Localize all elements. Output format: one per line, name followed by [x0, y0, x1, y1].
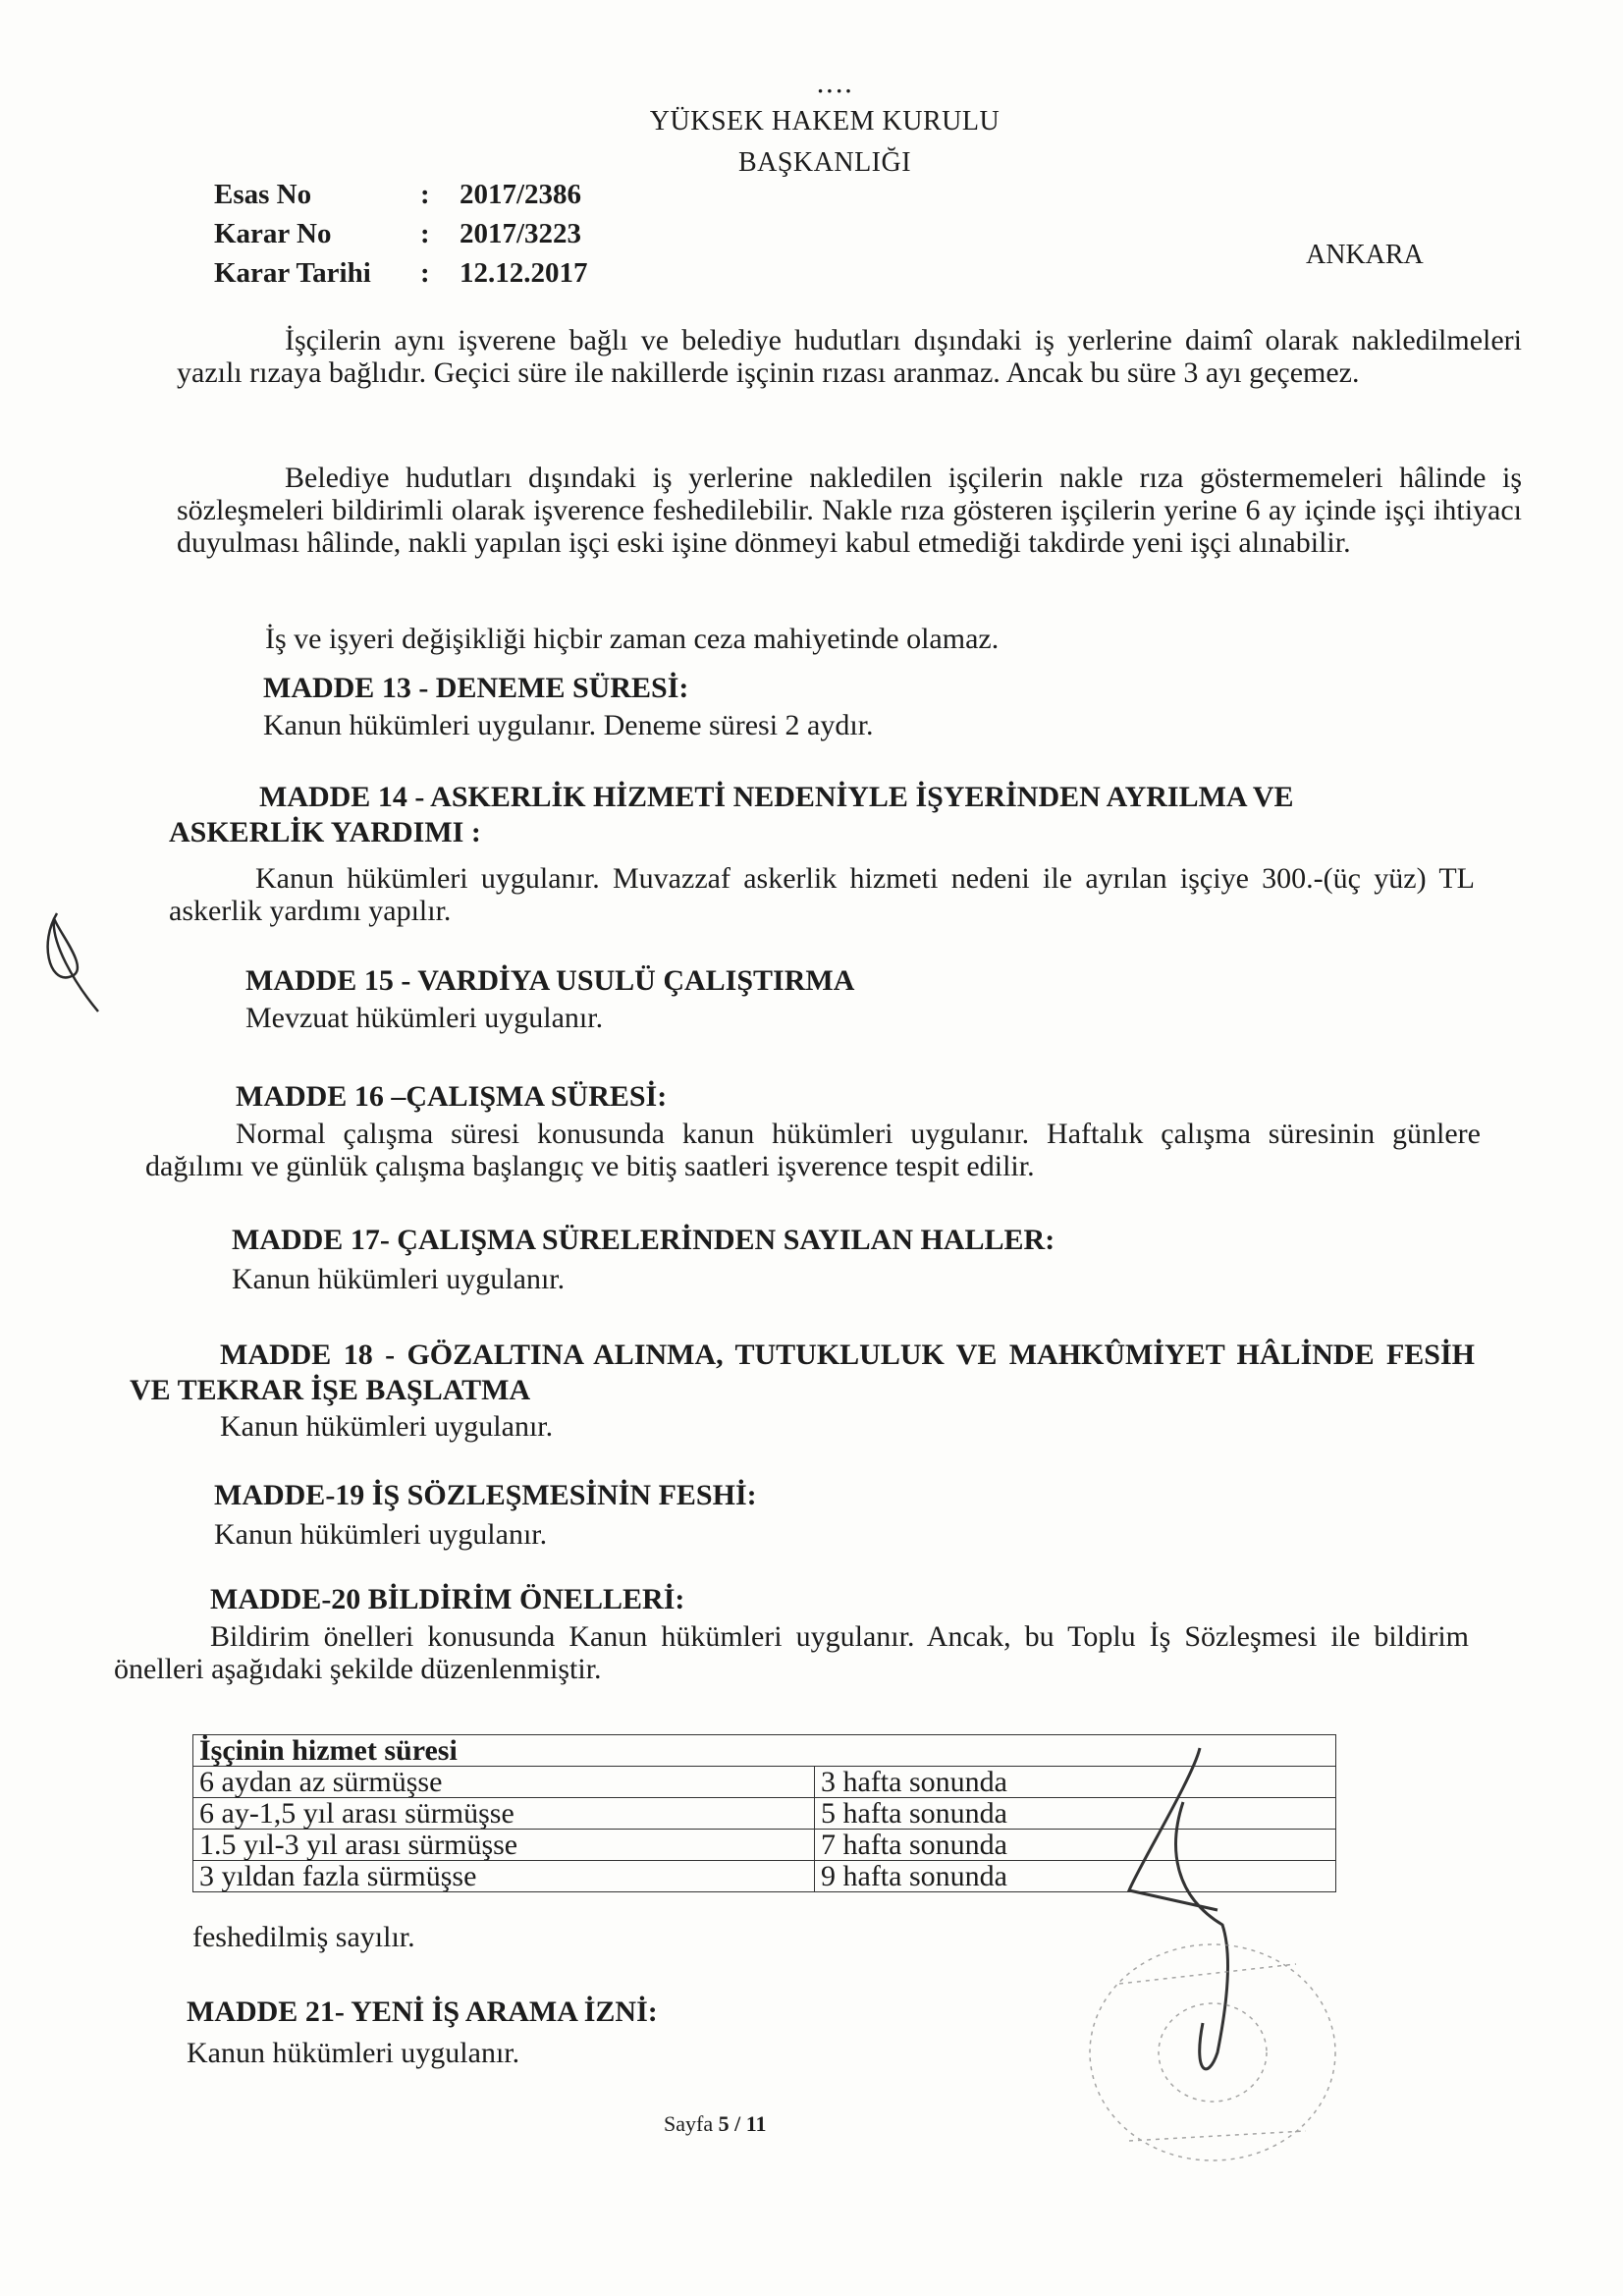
institution-name: YÜKSEK HAKEM KURULU: [649, 106, 1001, 137]
duration-cell: 6 aydan az sürmüşse: [193, 1767, 815, 1798]
city-label: ANKARA: [1306, 240, 1424, 270]
article-21-text: Kanun hükümleri uygulanır.: [187, 2037, 520, 2069]
meta-colon: :: [420, 218, 430, 249]
meta-label: Karar No: [214, 218, 332, 249]
institution-subtitle: BAŞKANLIĞI: [737, 147, 912, 178]
notice-cell: 5 hafta sonunda: [815, 1798, 1336, 1830]
article-13-heading: MADDE 13 - DENEME SÜRESİ:: [263, 672, 689, 704]
article-15-heading: MADDE 15 - VARDİYA USULÜ ÇALIŞTIRMA: [245, 964, 855, 997]
duration-cell: 1.5 yıl-3 yıl arası sürmüşse: [193, 1830, 815, 1861]
article-20-heading: MADDE-20 BİLDİRİM ÖNELLERİ:: [210, 1583, 685, 1615]
article-18-text: Kanun hükümleri uygulanır.: [220, 1410, 554, 1443]
meta-value: 2017/3223: [460, 218, 582, 249]
notice-period-table: [192, 1734, 1336, 1892]
article-13-text: Kanun hükümleri uygulanır. Deneme süresi 2 aydır.: [263, 709, 874, 741]
article-17-heading: MADDE 17- ÇALIŞMA SÜRELERİNDEN SAYILAN HALLER:: [232, 1224, 1055, 1256]
meta-value: 12.12.2017: [460, 257, 588, 289]
article-17-text: Kanun hükümleri uygulanır.: [232, 1263, 566, 1295]
table-header-cell: İşçinin hizmet süresi: [193, 1735, 1336, 1767]
table-row: [193, 1767, 1336, 1798]
duration-cell: 6 ay-1,5 yıl arası sürmüşse: [193, 1798, 815, 1830]
paragraph-transfer-refusal: Belediye hudutları dışındaki iş yerlerine nakledilen işçilerin nakle rıza göstermemeleri hâlinde iş sözleşmeleri bildirimli olarak işverence feshedilebilir. Nakle rıza gösteren işçilerin yerine 6 ay içinde işçi ihtiyacı duyulması hâlinde, nakli yapılan işçi eski işine dönmeyi kabul etmediği takdirde yeni işçi alınabilir.: [177, 462, 1522, 559]
meta-row: [214, 253, 588, 293]
table-row: [193, 1798, 1336, 1830]
meta-colon: :: [420, 257, 430, 289]
article-18-heading: MADDE 18 - GÖZALTINA ALINMA, TUTUKLULUK VE MAHKÛMİYET HÂLİNDE FESİH VE TEKRAR İŞE BAŞLATMA: [130, 1339, 1475, 1406]
header-dots: ‥‥: [815, 69, 854, 99]
meta-label: Esas No: [214, 179, 312, 210]
after-table-text: feshedilmiş sayılır.: [192, 1921, 415, 1953]
notice-cell: 9 hafta sonunda: [815, 1861, 1336, 1892]
article-14-text: Kanun hükümleri uygulanır. Muvazzaf askerlik hizmeti nedeni ile ayrılan işçiye 300.-(üç yüz) TL askerlik yardımı yapılır.: [169, 862, 1475, 927]
article-16-text: Normal çalışma süresi konusunda kanun hükümleri uygulanır. Haftalık çalışma süresinin günlere dağılımı ve günlük çalışma başlangıç ve bitiş saatleri işverence tespit edilir.: [145, 1118, 1481, 1182]
page-value: 5 / 11: [718, 2111, 767, 2136]
stamp-seal-icon: [1090, 1944, 1335, 2160]
article-19-heading: MADDE-19 İŞ SÖZLEŞMESİNİN FESHİ:: [214, 1479, 757, 1511]
meta-row: [214, 175, 588, 214]
meta-colon: :: [420, 179, 430, 210]
article-20-text: Bildirim önelleri konusunda Kanun hükümleri uygulanır. Ancak, bu Toplu İş Sözleşmesi ile bildirim önelleri aşağıdaki şekilde düzenlenmiştir.: [114, 1620, 1469, 1685]
table-header-row: [193, 1735, 1336, 1767]
meta-value: 2017/2386: [460, 179, 582, 210]
meta-row: [214, 214, 588, 253]
page-number: [664, 2111, 767, 2137]
article-15-text: Mevzuat hükümleri uygulanır.: [245, 1002, 604, 1034]
table-row: [193, 1830, 1336, 1861]
notice-cell: 7 hafta sonunda: [815, 1830, 1336, 1861]
duration-cell: 3 yıldan fazla sürmüşse: [193, 1861, 815, 1892]
article-19-text: Kanun hükümleri uygulanır.: [214, 1518, 548, 1551]
article-16-heading: MADDE 16 –ÇALIŞMA SÜRESİ:: [236, 1080, 668, 1113]
article-21-heading: MADDE 21- YENİ İŞ ARAMA İZNİ:: [187, 1995, 658, 2028]
article-14-heading: MADDE 14 - ASKERLİK HİZMETİ NEDENİYLE İŞYERİNDEN AYRILMA VE ASKERLİK YARDIMI :: [169, 781, 1294, 848]
paragraph-transfer-consent: İşçilerin aynı işverene bağlı ve belediye hudutları dışındaki iş yerlerine daimî olarak nakledilmeleri yazılı rızaya bağlıdır. Geçici süre ile nakillerde işçinin rızası aranmaz. Ancak bu süre 3 ayı geçemez.: [177, 324, 1522, 389]
notice-cell: 3 hafta sonunda: [815, 1767, 1336, 1798]
meta-label: Karar Tarihi: [214, 257, 371, 289]
table-row: [193, 1861, 1336, 1892]
case-meta: [214, 175, 588, 293]
margin-initial-icon: [48, 913, 98, 1011]
paragraph-no-penalty: İş ve işyeri değişikliği hiçbir zaman ceza mahiyetinde olamaz.: [265, 623, 1000, 655]
page-label: Sayfa: [664, 2111, 714, 2136]
